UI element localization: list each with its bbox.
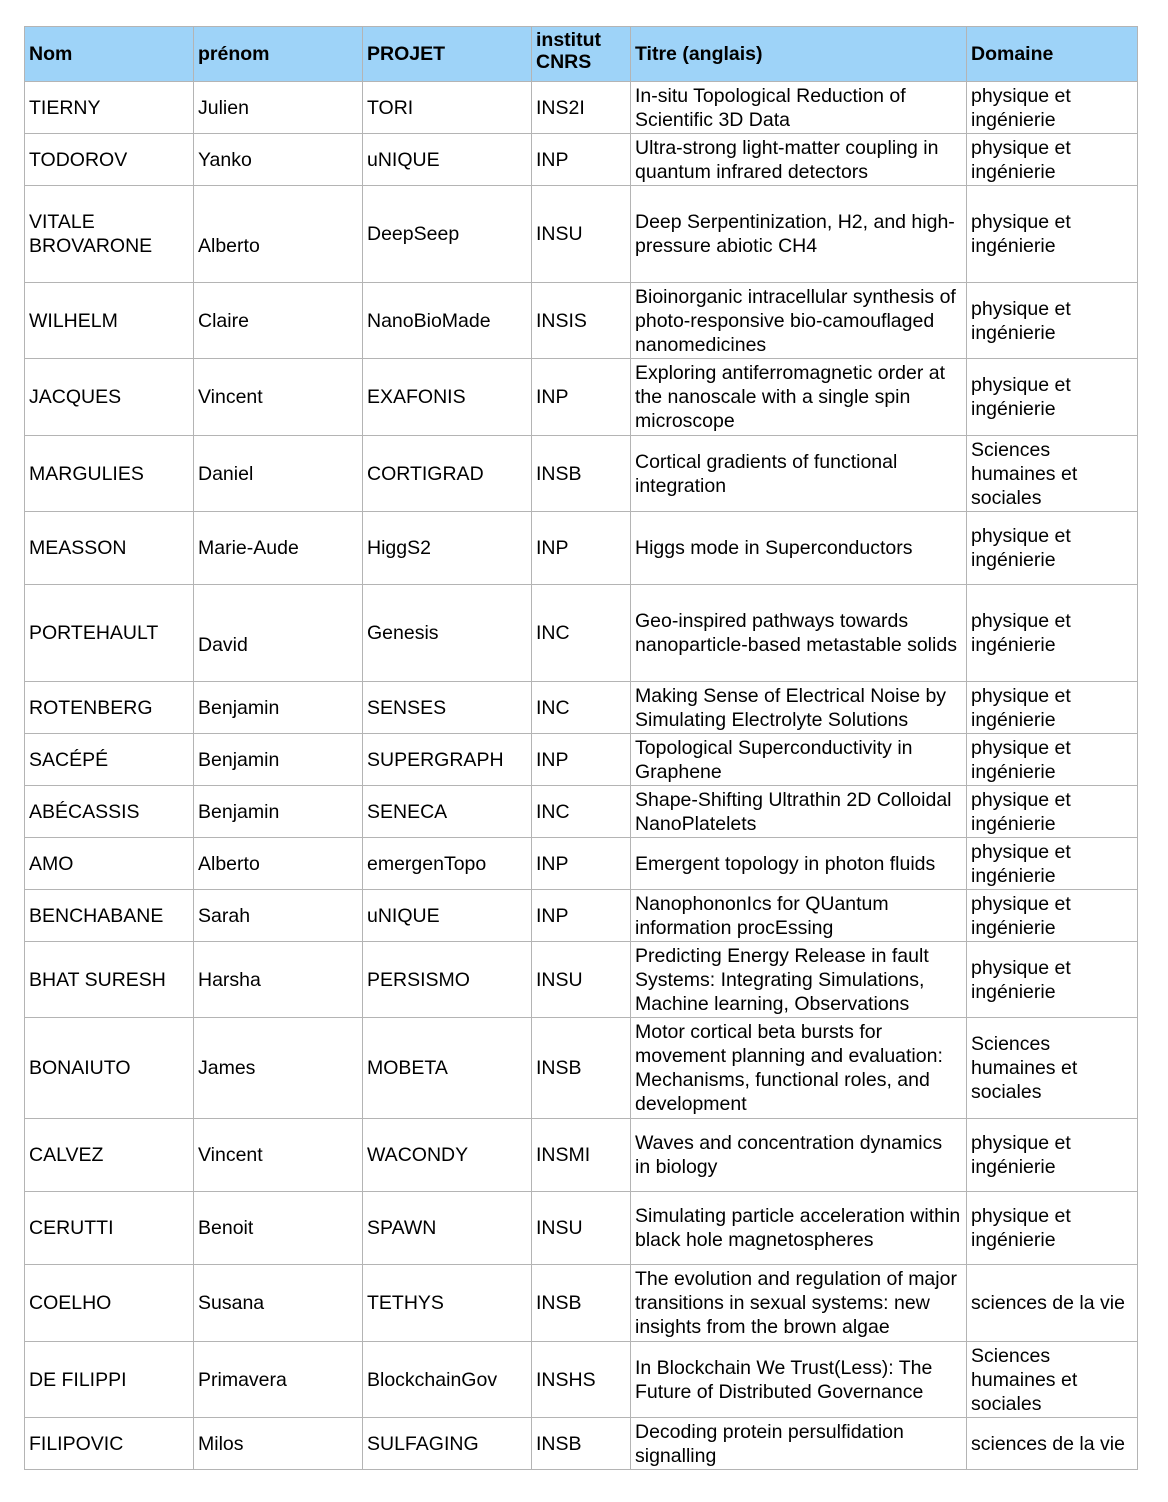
cell-institut: INSU (532, 1192, 631, 1265)
cell-nom: WILHELM (25, 283, 194, 359)
cell-titre: Waves and concentration dynamics in biology (631, 1119, 967, 1192)
cell-prenom: Benjamin (194, 682, 363, 734)
cell-prenom: Susana (194, 1265, 363, 1342)
cell-projet: EXAFONIS (363, 359, 532, 436)
cell-nom: CERUTTI (25, 1192, 194, 1265)
cell-projet: emergenTopo (363, 838, 532, 890)
cell-prenom: Alberto (194, 186, 363, 283)
table-row (25, 1342, 1138, 1418)
cell-nom: PORTEHAULT (25, 585, 194, 682)
cell-projet: SENECA (363, 786, 532, 838)
cell-projet: TORI (363, 82, 532, 134)
cell-nom: TIERNY (25, 82, 194, 134)
table-row (25, 283, 1138, 359)
cell-projet: MOBETA (363, 1018, 532, 1119)
header-projet: PROJET (363, 27, 532, 82)
cell-projet: HiggS2 (363, 512, 532, 585)
table-row (25, 682, 1138, 734)
cell-institut: INSHS (532, 1342, 631, 1418)
cell-nom: BENCHABANE (25, 890, 194, 942)
projects-table (24, 26, 1138, 1470)
cell-domaine: Sciences humaines et sociales (967, 436, 1138, 512)
cell-projet: SULFAGING (363, 1418, 532, 1470)
cell-prenom: Marie-Aude (194, 512, 363, 585)
cell-projet: SPAWN (363, 1192, 532, 1265)
cell-domaine: physique et ingénierie (967, 890, 1138, 942)
cell-titre: Shape-Shifting Ultrathin 2D Colloidal NanoPlatelets (631, 786, 967, 838)
cell-institut: INP (532, 512, 631, 585)
cell-prenom: Harsha (194, 942, 363, 1018)
cell-domaine: sciences de la vie (967, 1418, 1138, 1470)
cell-projet: CORTIGRAD (363, 436, 532, 512)
cell-projet: WACONDY (363, 1119, 532, 1192)
table-row (25, 186, 1138, 283)
cell-institut: INSU (532, 186, 631, 283)
cell-titre: Decoding protein persulfidation signalling (631, 1418, 967, 1470)
cell-institut: INSB (532, 1265, 631, 1342)
cell-domaine: physique et ingénierie (967, 186, 1138, 283)
cell-prenom: Claire (194, 283, 363, 359)
table-row (25, 1119, 1138, 1192)
cell-nom: DE FILIPPI (25, 1342, 194, 1418)
header-nom: Nom (25, 27, 194, 82)
cell-nom: ROTENBERG (25, 682, 194, 734)
cell-prenom: Benoit (194, 1192, 363, 1265)
cell-projet: Genesis (363, 585, 532, 682)
table-row (25, 838, 1138, 890)
cell-nom: TODOROV (25, 134, 194, 186)
cell-titre: Simulating particle acceleration within black hole magnetospheres (631, 1192, 967, 1265)
cell-domaine: physique et ingénierie (967, 134, 1138, 186)
cell-domaine: sciences de la vie (967, 1265, 1138, 1342)
cell-prenom: Primavera (194, 1342, 363, 1418)
cell-domaine: physique et ingénierie (967, 838, 1138, 890)
header-prenom: prénom (194, 27, 363, 82)
table-row (25, 1418, 1138, 1470)
cell-projet: SUPERGRAPH (363, 734, 532, 786)
cell-projet: SENSES (363, 682, 532, 734)
cell-institut: INC (532, 786, 631, 838)
cell-nom: ABÉCASSIS (25, 786, 194, 838)
cell-nom: MEASSON (25, 512, 194, 585)
cell-titre: In-situ Topological Reduction of Scientific 3D Data (631, 82, 967, 134)
cell-institut: INP (532, 890, 631, 942)
cell-nom: MARGULIES (25, 436, 194, 512)
cell-titre: Predicting Energy Release in fault Systems: Integrating Simulations, Machine learning, Observations (631, 942, 967, 1018)
cell-prenom: David (194, 585, 363, 682)
cell-domaine: physique et ingénierie (967, 1192, 1138, 1265)
cell-prenom: Vincent (194, 359, 363, 436)
cell-institut: INP (532, 359, 631, 436)
cell-domaine: physique et ingénierie (967, 512, 1138, 585)
cell-titre: In Blockchain We Trust(Less): The Future of Distributed Governance (631, 1342, 967, 1418)
cell-nom: SACÉPÉ (25, 734, 194, 786)
cell-nom: BONAIUTO (25, 1018, 194, 1119)
cell-prenom: Yanko (194, 134, 363, 186)
cell-titre: Motor cortical beta bursts for movement planning and evaluation: Mechanisms, functional roles, and development (631, 1018, 967, 1119)
cell-institut: INSB (532, 1018, 631, 1119)
cell-institut: INC (532, 585, 631, 682)
cell-institut: INP (532, 134, 631, 186)
cell-domaine: Sciences humaines et sociales (967, 1018, 1138, 1119)
cell-prenom: Milos (194, 1418, 363, 1470)
cell-nom: FILIPOVIC (25, 1418, 194, 1470)
table-row (25, 82, 1138, 134)
cell-domaine: physique et ingénierie (967, 734, 1138, 786)
cell-domaine: Sciences humaines et sociales (967, 1342, 1138, 1418)
cell-institut: INC (532, 682, 631, 734)
cell-titre: Geo-inspired pathways towards nanoparticle-based metastable solids (631, 585, 967, 682)
cell-institut: INP (532, 734, 631, 786)
cell-domaine: physique et ingénierie (967, 585, 1138, 682)
cell-nom: BHAT SURESH (25, 942, 194, 1018)
cell-projet: NanoBioMade (363, 283, 532, 359)
cell-prenom: Alberto (194, 838, 363, 890)
cell-institut: INSMI (532, 1119, 631, 1192)
cell-prenom: James (194, 1018, 363, 1119)
table-row (25, 890, 1138, 942)
cell-titre: Ultra-strong light-matter coupling in quantum infrared detectors (631, 134, 967, 186)
cell-projet: TETHYS (363, 1265, 532, 1342)
cell-nom: VITALE BROVARONE (25, 186, 194, 283)
cell-nom: AMO (25, 838, 194, 890)
cell-titre: Higgs mode in Superconductors (631, 512, 967, 585)
table-row (25, 512, 1138, 585)
cell-domaine: physique et ingénierie (967, 283, 1138, 359)
cell-titre: Making Sense of Electrical Noise by Simulating Electrolyte Solutions (631, 682, 967, 734)
table-row (25, 134, 1138, 186)
cell-prenom: Benjamin (194, 786, 363, 838)
cell-projet: uNIQUE (363, 890, 532, 942)
cell-institut: INSB (532, 1418, 631, 1470)
table-row (25, 1018, 1138, 1119)
cell-projet: DeepSeep (363, 186, 532, 283)
cell-domaine: physique et ingénierie (967, 82, 1138, 134)
cell-domaine: physique et ingénierie (967, 359, 1138, 436)
cell-nom: JACQUES (25, 359, 194, 436)
cell-titre: Cortical gradients of functional integration (631, 436, 967, 512)
cell-institut: INP (532, 838, 631, 890)
cell-prenom: Vincent (194, 1119, 363, 1192)
cell-institut: INSB (532, 436, 631, 512)
table-row (25, 436, 1138, 512)
cell-institut: INSIS (532, 283, 631, 359)
cell-projet: PERSISMO (363, 942, 532, 1018)
header-titre: Titre (anglais) (631, 27, 967, 82)
cell-nom: CALVEZ (25, 1119, 194, 1192)
cell-domaine: physique et ingénierie (967, 786, 1138, 838)
cell-prenom: Daniel (194, 436, 363, 512)
table-row (25, 585, 1138, 682)
header-row (25, 27, 1138, 82)
cell-nom: COELHO (25, 1265, 194, 1342)
table-row (25, 734, 1138, 786)
cell-titre: Emergent topology in photon fluids (631, 838, 967, 890)
table-row (25, 1192, 1138, 1265)
cell-domaine: physique et ingénierie (967, 942, 1138, 1018)
cell-titre: Deep Serpentinization, H2, and high- pressure abiotic CH4 (631, 186, 967, 283)
cell-titre: Bioinorganic intracellular synthesis of photo-responsive bio-camouflaged nanomedicines (631, 283, 967, 359)
cell-projet: BlockchainGov (363, 1342, 532, 1418)
table-row (25, 1265, 1138, 1342)
table-row (25, 942, 1138, 1018)
cell-titre: NanophononIcs for QUantum information procEssing (631, 890, 967, 942)
table-row (25, 359, 1138, 436)
cell-projet: uNIQUE (363, 134, 532, 186)
cell-titre: The evolution and regulation of major transitions in sexual systems: new insights from the brown algae (631, 1265, 967, 1342)
cell-institut: INSU (532, 942, 631, 1018)
cell-titre: Topological Superconductivity in Graphene (631, 734, 967, 786)
cell-domaine: physique et ingénierie (967, 682, 1138, 734)
cell-prenom: Sarah (194, 890, 363, 942)
cell-titre: Exploring antiferromagnetic order at the nanoscale with a single spin microscope (631, 359, 967, 436)
cell-institut: INS2I (532, 82, 631, 134)
cell-prenom: Benjamin (194, 734, 363, 786)
cell-domaine: physique et ingénierie (967, 1119, 1138, 1192)
header-institut: institut CNRS (532, 27, 631, 82)
header-domaine: Domaine (967, 27, 1138, 82)
cell-prenom: Julien (194, 82, 363, 134)
table-row (25, 786, 1138, 838)
